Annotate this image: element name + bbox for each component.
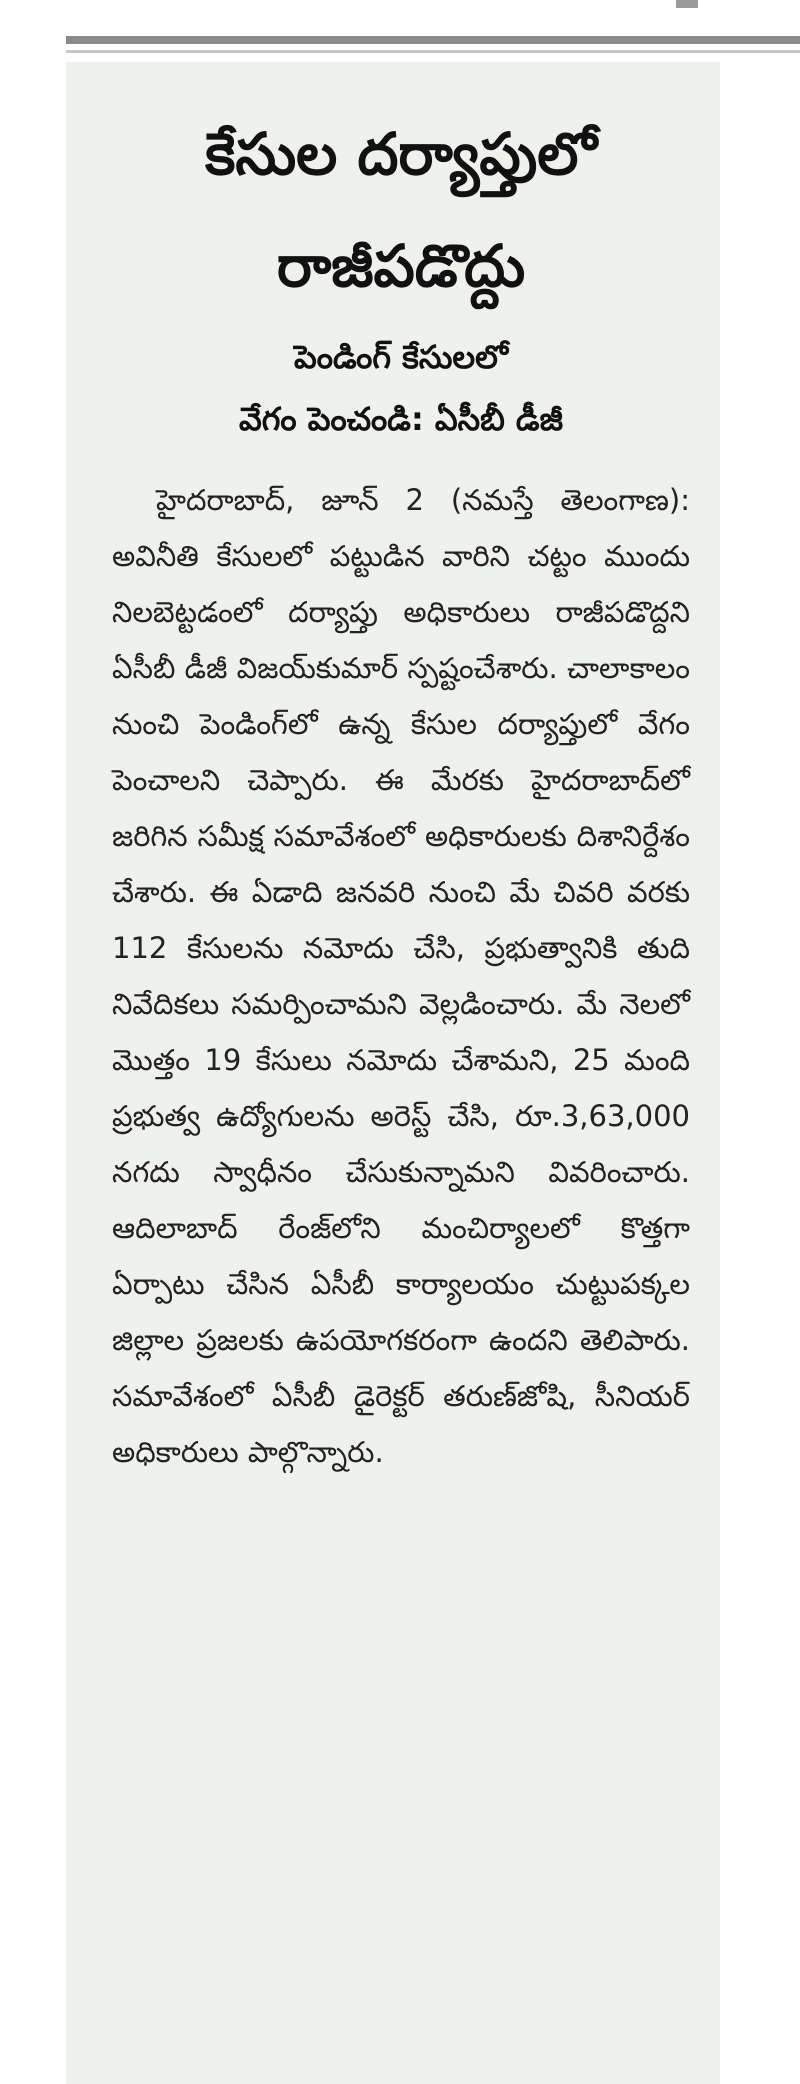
subheadline-line-1: పెండింగ్ కేసులలో [293, 338, 509, 376]
article-body: హైదరాబాద్, జూన్ 2 (నమస్తే తెలంగాణ): అవినీతి కేసులలో పట్టుడిన వారిని చట్టం ముందు నిలబెట్టడంలో దర్యాప్తు అధికారులు రాజీపడొద్దని ఏసీబీ డీజీ విజయ్‌కుమార్ స్పష్టంచేశారు. చాలాకాలం నుంచి పెండింగ్‌లో ఉన్న కేసుల దర్యాప్తులో వేగం పెంచాలని చెప్పారు. ఈ మేరకు హైదరాబాద్‌లో జరిగిన సమీక్ష సమావేశంలో అధికారులకు దిశానిర్దేశం చేశారు. ఈ ఏడాది జనవరి నుంచి మే చివరి వరకు 112 కేసులను నమోదు చేసి, ప్రభుత్వానికి తుది నివేదికలు సమర్పించామని వెల్లడించారు. మే నెలలో మొత్తం 19 కేసులు నమోదు చేశామని, 25 మంది ప్రభుత్వ ఉద్యోగులను అరెస్ట్ చేసి, రూ.3,63,000 నగదు స్వాధీనం చేసుకున్నామని వివరించారు. ఆదిలాబాద్ రేంజ్‌లోని మంచిర్యాలలో కొత్తగా ఏర్పాటు చేసిన ఏసీబీ కార్యాలయం చుట్టుపక్కల జిల్లాల ప్రజలకు ఉపయోగకరంగా ఉందని తెలిపారు. సమావేశంలో ఏసీబీ డైరెక్టర్ తరుణ్‌జోషి, సీనియర్ అధికారులు పాల్గొన్నారు. [112, 483, 690, 1469]
article-subheadline [112, 326, 690, 450]
subheadline-line-2: వేగం పెంచండి: ఏసీబీ డీజీ [238, 400, 563, 438]
top-rule-thin [66, 50, 800, 53]
news-article [66, 62, 720, 2084]
article-headline: కేసుల దర్యాప్తులో రాజీపడొద్దు [205, 120, 597, 300]
top-rule [66, 36, 800, 44]
corner-mark [676, 0, 698, 8]
